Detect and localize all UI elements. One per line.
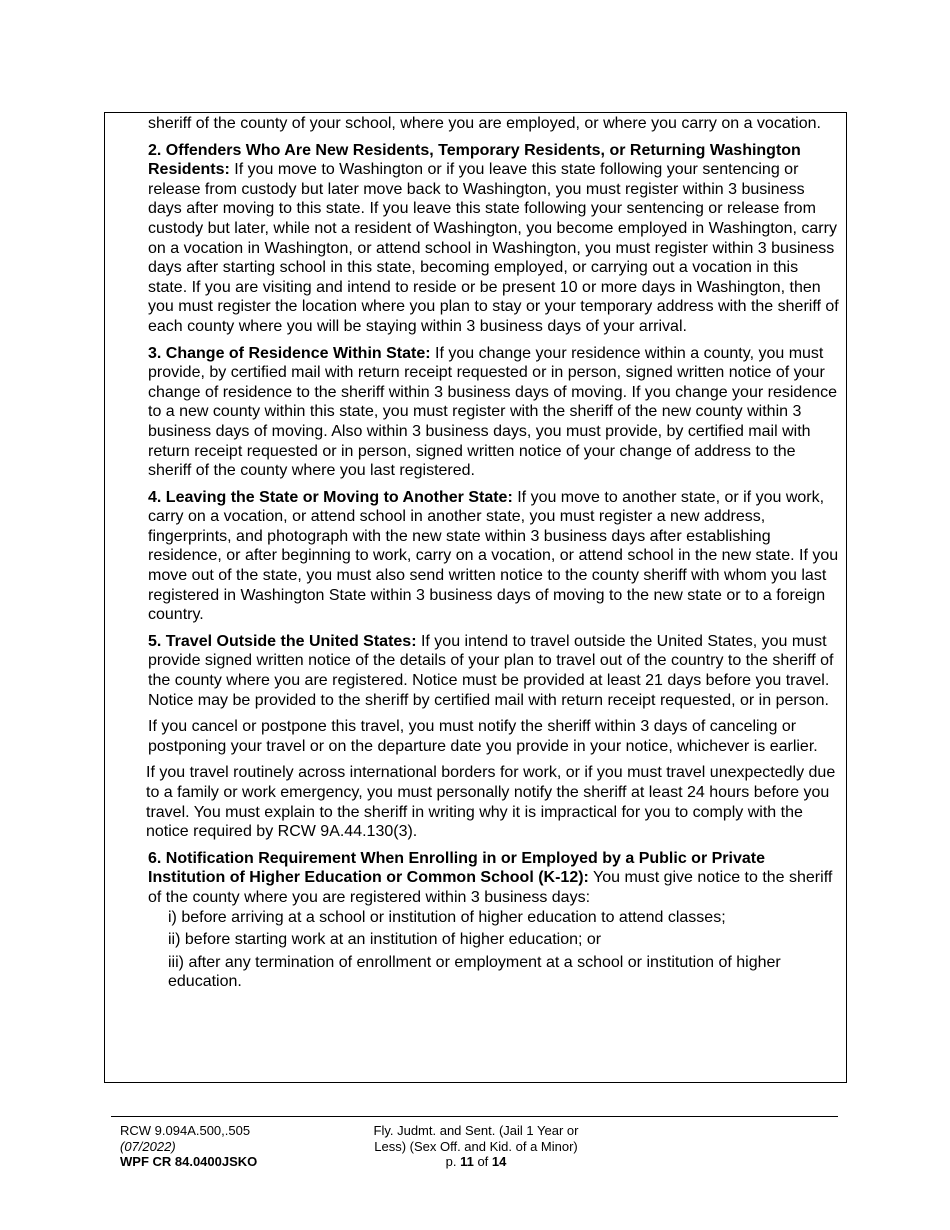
content-box	[104, 112, 847, 1083]
footer-form-id: WPF CR 84.0400JSKO	[120, 1154, 258, 1169]
section-6-text: You must give notice to the sheriff of the county where you are registered within 3 business days:	[148, 869, 833, 906]
section-2-text: If you move to Washington or if you leave this state following your sentencing or release from custody but later move back to Washington, you must register within 3 business days after moving to this state. If you leave this state following your sentencing or release from custody but later, while not a resident of Washington, you become employed in Washington, carry on a vocation in Washington, or attend school in Washington, you must register within 3 business days after starting school in this state, becoming employed, or carrying out a vocation in this state. If you are visiting and intend to reside or be present 10 or more days in Washington, then you must register the location where you plan to stay or your temporary address with the sheriff of each county where you will be staying within 3 business days of your arrival.	[148, 161, 839, 335]
section-2	[148, 141, 840, 337]
footer-divider	[111, 1116, 838, 1117]
section-3	[148, 344, 840, 481]
document-body	[148, 114, 840, 992]
section-5-cancel-paragraph: If you cancel or postpone this travel, you must notify the sheriff within 3 days of canceling or postponing your travel or on the departure date you provide in your notice, whichever is earlier.	[148, 718, 818, 755]
footer-form-title	[345, 1123, 607, 1170]
footer-form-info	[120, 1123, 257, 1170]
section-4-heading: 4. Leaving the State or Moving to Another State:	[148, 488, 513, 506]
section-6-item: ii) before starting work at an institution of higher education; or	[168, 931, 602, 949]
page-prefix: p.	[445, 1154, 461, 1169]
footer-statute: RCW 9.094A.500,.505	[120, 1123, 251, 1138]
page-of: of	[473, 1154, 492, 1169]
section-6	[148, 849, 840, 908]
section-5	[148, 632, 840, 710]
page-current: 11	[460, 1154, 474, 1169]
section-3-text: If you change your residence within a county, you must provide, by certified mail with return receipt requested or in person, signed written notice of your change of residence to the sheriff within 3 business days of moving. If you change your residence to a new county within this state, you must register with the sheriff of the new county within 3 business days of moving. Also within 3 business days, you must provide, by certified mail with return receipt requested or in person, signed written notice of your change of address to the sheriff of the county where you last registered.	[148, 344, 837, 480]
footer-date: (07/2022)	[120, 1138, 176, 1154]
section-6-item: i) before arriving at a school or institution of higher education to attend classes;	[168, 908, 726, 926]
intro-continuation: sheriff of the county of your school, where you are employed, or where you carry on a vocation.	[148, 115, 821, 132]
section-3-heading: 3. Change of Residence Within State:	[148, 344, 431, 362]
footer-title-line-2: Less) (Sex Off. and Kid. of a Minor)	[374, 1138, 578, 1154]
section-5-heading: 5. Travel Outside the United States:	[148, 632, 417, 650]
section-4	[148, 488, 840, 625]
section-5-text: If you intend to travel outside the United States, you must provide signed written notice of the details of your plan to travel out of the country to the sheriff of the county where you are registered. Notice must be provided at least 21 days before you travel. Notice may be provided to the sheriff by certified mail with return receipt requested, or in person.	[148, 632, 834, 709]
footer-title-line-1: Fly. Judmt. and Sent. (Jail 1 Year or	[373, 1123, 579, 1138]
section-5-routine-travel-paragraph: If you travel routinely across international borders for work, or if you must travel unexpectedly due to a family or work emergency, you must personally notify the sheriff at least 24 hours before you travel. You must explain to the sheriff in writing why it is impractical for you to comply with the notice required by RCW 9A.44.130(3).	[146, 764, 836, 841]
page-number	[345, 1154, 607, 1170]
page-total: 14	[491, 1154, 507, 1169]
section-2-heading: 2. Offenders Who Are New Residents, Temporary Residents, or Returning Washington Residents:	[148, 141, 801, 179]
section-6-item: iii) after any termination of enrollment or employment at a school or institution of higher education.	[168, 953, 781, 991]
section-6-heading: 6. Notification Requirement When Enrolling in or Employed by a Public or Private Institution of Higher Education or Common School (K-12):	[148, 849, 765, 887]
section-4-text: If you move to another state, or if you work, carry on a vocation, or attend school in another state, you must register a new address, fingerprints, and photograph with the new state within 3 business days after establishing residence, or after beginning to work, carry on a vocation, or attend school in the new state. If you move out of the state, you must also send written notice to the county sheriff with whom you last registered in Washington State within 3 business days of moving to the new state or to a foreign country.	[148, 488, 839, 624]
